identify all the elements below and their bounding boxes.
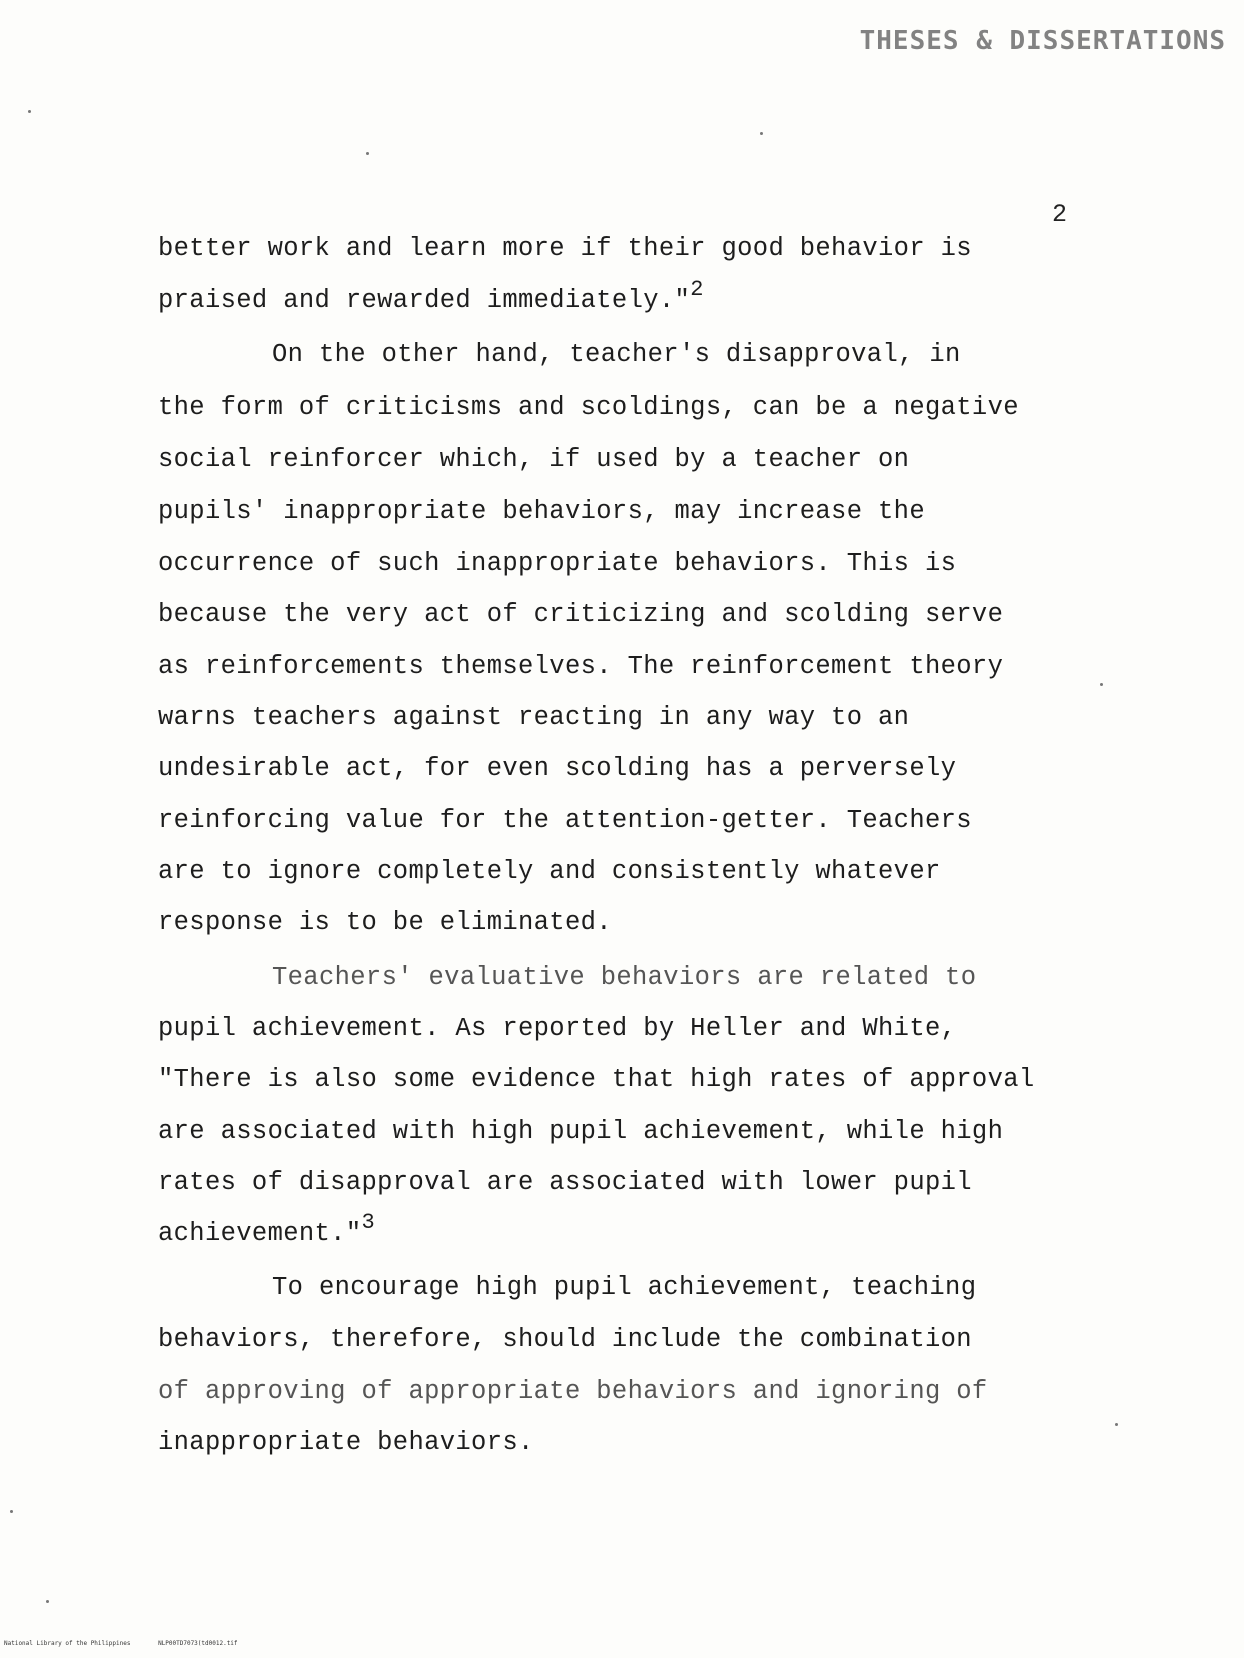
scan-speck [28,110,31,113]
text-line: occurrence of such inappropriate behaviors. This is [158,549,957,578]
text-line: Teachers' evaluative behaviors are related to [272,963,977,992]
text-line: "There is also some evidence that high rates of approval [158,1065,1035,1094]
footnote-mark: 3 [361,1210,376,1235]
scan-speck [10,1510,13,1513]
text-line: On the other hand, teacher's disapproval, in [272,340,961,369]
scan-speck [760,132,763,135]
scan-footer [4,1640,262,1647]
text-line: better work and learn more if their good behavior is [158,234,972,263]
text-line: as reinforcements themselves. The reinforcement theory [158,652,1004,681]
text-line-content: praised and rewarded immediately." [158,286,691,315]
text-line: response is to be eliminated. [158,908,612,937]
text-line: undesirable act, for even scolding has a perversely [158,754,957,783]
footnote-mark: 2 [690,277,704,302]
text-line: pupil achievement. As reported by Heller and White, [158,1014,957,1043]
scan-speck [1115,1423,1118,1426]
footer-library: National Library of the Philippines [4,1640,131,1647]
text-line: To encourage high pupil achievement, teaching [272,1273,977,1302]
text-line: pupils' inappropriate behaviors, may increase the [158,497,925,526]
text-line: social reinforcer which, if used by a teacher on [158,445,910,474]
text-line: are associated with high pupil achievement, while high [158,1117,1004,1146]
text-line: rates of disapproval are associated with lower pupil [158,1168,972,1197]
text-line: inappropriate behaviors. [158,1428,534,1457]
footer-file: NLP00TD7073(td0012.tif [158,1640,238,1647]
text-line [158,1210,376,1249]
theses-dissertations-stamp: THESES & DISSERTATIONS [859,26,1226,56]
scan-speck [366,152,369,155]
text-line: warns teachers against reacting in any way to an [158,703,910,732]
scan-speck [1100,683,1103,686]
text-line: are to ignore completely and consistently whatever [158,857,941,886]
text-line: of approving of appropriate behaviors and ignoring of [158,1377,988,1406]
text-line: because the very act of criticizing and scolding serve [158,600,1004,629]
text-line: the form of criticisms and scoldings, can be a negative [158,393,1019,422]
page-number: 2 [1052,200,1068,229]
text-line: behaviors, therefore, should include the combination [158,1325,972,1354]
text-line-content: achievement." [158,1219,362,1248]
scan-speck [46,1600,49,1603]
text-line [158,277,704,316]
text-line: reinforcing value for the attention-getter. Teachers [158,806,972,835]
